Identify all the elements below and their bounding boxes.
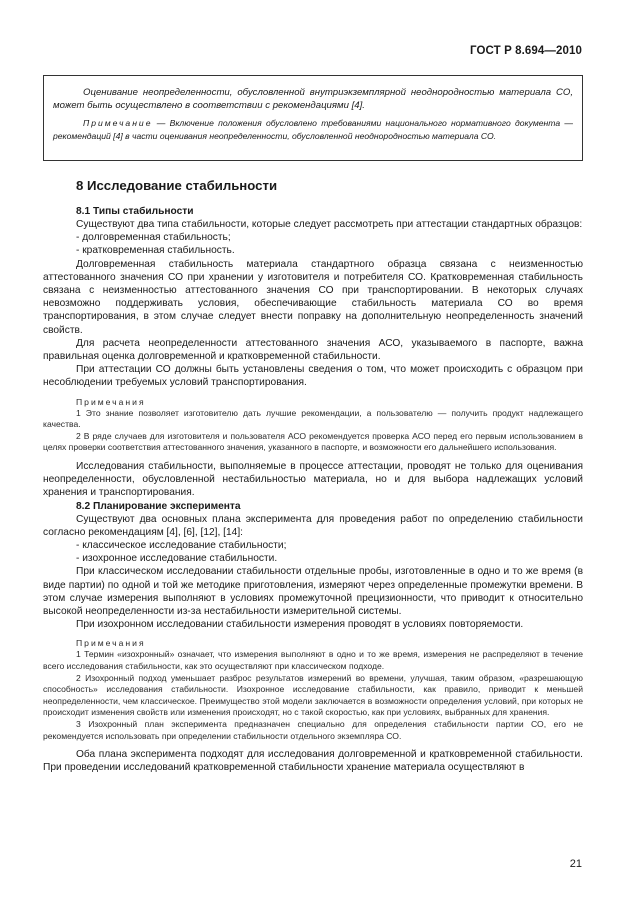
notes-heading: Примечания xyxy=(76,638,146,649)
note: 2 В ряде случаев для изготовителя и пользователя АСО рекомендуется проверка АСО перед его первым использованием в целях проверки соответствия аттестованного значения, указанного в паспорте, и возможности его дальнейшего использования. xyxy=(43,430,583,453)
paragraph: Исследования стабильности, выполняемые в процессе аттестации, проводят не только для оценивания неопределенности, обусловленной нестабильностью материала, но и для выбора надлежащих условий хранения и транспортирования. xyxy=(43,461,583,499)
notes-heading: Примечания xyxy=(76,396,146,407)
paragraph: Для расчета неопределенности аттестованного значения АСО, указываемого в паспорте, важна правильная оценка долговременной и кратковременной стабильности. xyxy=(43,337,583,363)
list-item: - долговременная стабильность; xyxy=(76,232,231,244)
page-number: 21 xyxy=(569,858,582,870)
box-text: Оценивание неопределенности, обусловленной внутриэкземплярной неоднородностью материала СО, может быть осуществлено в соответствии с рекомендациями [4]. xyxy=(53,87,573,111)
box-note xyxy=(53,117,573,142)
box-note-label: Примечание xyxy=(83,118,153,128)
subsection-8-1-title: 8.1 Типы стабильности xyxy=(76,206,194,217)
subsection-8-2-title: 8.2 Планирование эксперимента xyxy=(76,500,241,512)
paragraph: Оба плана эксперимента подходят для исследования долговременной и кратковременной стабильности. При проведении исследований кратковременной стабильности хранение материала осуществляют в xyxy=(43,749,583,774)
box-note-text: — Включение положения обусловлено требованиями национального нормативного документа — рекомендаций [4] в части оценивания неопределенности, обусловленной неоднородностью материала СО. xyxy=(53,118,573,141)
note: 1 Это знание позволяет изготовителю дать лучшие рекомендации, а пользователю — получить продукт надлежащего качества. xyxy=(43,407,583,430)
main-content xyxy=(43,172,583,775)
list-item: - классическое исследование стабильности; xyxy=(76,540,287,552)
note: 1 Термин «изохронный» означает, что измерения выполняют в одно и то же время, измерения не распределяют в течение всего исследования стабильности, как это осуществляют при классическом подходе. xyxy=(43,649,583,672)
paragraph: При аттестации СО должны быть установлены сведения о том, что может происходить с образцом при несоблюдении требуемых условий транспортирования. xyxy=(43,364,583,389)
paragraph: Существуют два основных плана эксперимента для проведения работ по определению стабильности согласно рекомендациям [4], [6], [12], [14]: xyxy=(43,513,583,538)
note: 2 Изохронный подход уменьшает разброс результатов измерений во времени, улучшая, таким образом, «разрешающую способность» исследования стабильности. Изохронное исследование стабильности, как правило, приводит к меньшей неопределенности, чем классическое. Преимущество этой модели заключается в возможности определения условий, при которых не происходит изменения свойств или изменения происходят, но с такой скоростью, как при условиях, выбранных для хранения. xyxy=(43,672,583,718)
section-title: 8 Исследование стабильности xyxy=(76,178,278,193)
paragraph: При изохронном исследовании стабильности измерения проводят в условиях повторяемости. xyxy=(76,619,524,631)
note: 3 Изохронный план эксперимента предназначен специально для определения стабильности партии СО, его не рекомендуется использовать при определении стабильности отдельного экземпляра СО. xyxy=(43,719,583,741)
list-item: - кратковременная стабильность. xyxy=(76,245,235,257)
paragraph: При классическом исследовании стабильности отдельные пробы, изготовленные в одно и то же время (в виде партии) по одной и той же методике приготовления, измеряют через определенные промежутки времени. В этом случае измерения выполняют в условиях промежуточной прецизионности, что приводит к относительно высокой неопределенности из-за нестабильности измерительной системы. xyxy=(43,566,583,618)
document-code: ГОСТ Р 8.694—2010 xyxy=(470,45,582,57)
list-item: - изохронное исследование стабильности. xyxy=(76,553,278,565)
framed-national-provision xyxy=(43,75,583,161)
paragraph: Долговременная стабильность материала стандартного образца связана с неизменностью аттестованного значения СО при хранении у изготовителя и потребителя СО. Кратковременная стабильность связана с неизменностью аттестованного значения СО при транспортировании. В некоторых случаях невозможно поддерживать условия, обеспечивающие стабильность материала СО во время транспортирования, в этом случае следует внести поправку на дополнительную неопределенность значений свойств. xyxy=(43,258,583,336)
paragraph: Существуют два типа стабильности, которые следует рассмотреть при аттестации стандартных образцов: xyxy=(76,219,583,230)
